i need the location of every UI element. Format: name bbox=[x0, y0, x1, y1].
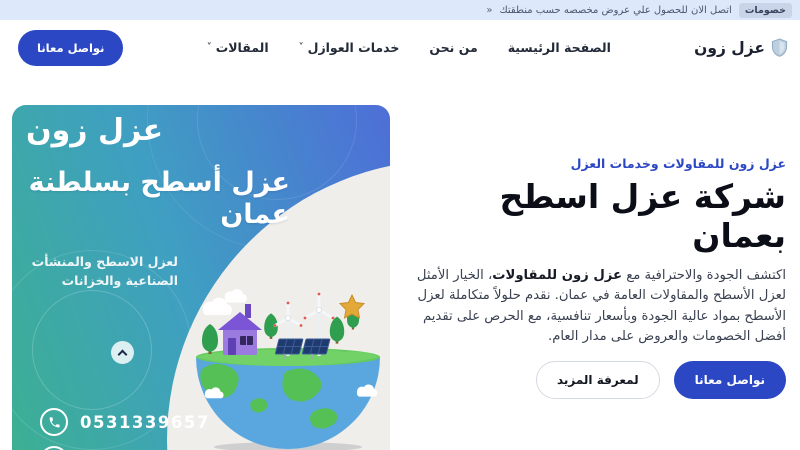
hero-description bbox=[394, 266, 786, 348]
page-title bbox=[394, 178, 786, 256]
hero-cta-row bbox=[394, 361, 786, 399]
hero-section bbox=[394, 156, 786, 399]
nav-item-home[interactable] bbox=[508, 40, 611, 55]
brand-logo[interactable] bbox=[694, 38, 788, 57]
announcement-bar bbox=[0, 0, 800, 20]
phone-number: 0531339657 bbox=[80, 412, 210, 432]
globe bbox=[196, 348, 380, 449]
scroll-up-button[interactable] bbox=[111, 341, 134, 364]
nav-item-about-label: من نحن bbox=[429, 40, 478, 55]
chevron-down-icon: ˅ bbox=[206, 41, 212, 53]
phone-contact[interactable] bbox=[40, 408, 210, 436]
chevron-down-icon: ˅ bbox=[298, 41, 304, 53]
contact-us-hero-button[interactable]: نواصل معانا bbox=[674, 361, 786, 399]
announcement-text: اتصل الان للحصول علي عروض مخصصه حسب منطقتك bbox=[499, 4, 732, 16]
nav-item-services[interactable] bbox=[299, 40, 400, 55]
shield-icon bbox=[771, 38, 788, 57]
hero-description-start: اكتشف الجودة والاحترافية مع bbox=[622, 267, 786, 283]
phone-icon bbox=[40, 408, 68, 436]
card-subtitle: لعزل الاسطح والمنشأت الصناعية والخزانات bbox=[31, 254, 178, 288]
brand-name: عزل زون bbox=[694, 38, 765, 57]
nav-menu bbox=[207, 40, 611, 55]
card-brand-logo: عزل زون bbox=[26, 113, 164, 148]
learn-more-button[interactable]: لمعرفة المزيد bbox=[536, 361, 660, 399]
guillemet-icon: « bbox=[486, 4, 493, 16]
card-title-line2: عمان bbox=[220, 199, 290, 231]
chevron-up-icon bbox=[118, 349, 128, 359]
page-title-line2: بعمان bbox=[692, 215, 786, 255]
hero-kicker: عزل زون للمقاولات وخدمات العزل bbox=[570, 156, 786, 171]
nav-item-services-label: خدمات العوازل bbox=[307, 40, 400, 55]
nav-item-articles[interactable] bbox=[207, 40, 269, 55]
discount-badge: خصومات bbox=[739, 3, 792, 18]
nav-item-about[interactable] bbox=[429, 40, 477, 55]
page-title-line1: شركة عزل اسطح bbox=[499, 177, 786, 216]
secondary-contact-icon[interactable] bbox=[40, 446, 68, 450]
star bbox=[340, 295, 364, 318]
card-title-line1: عزل أسطح بسلطنة bbox=[28, 167, 290, 198]
hero-description-end: ، الخيار الأمثل لعزل الأسطح والمقاولات العامة في عمان. نقدم حلولاً متكاملة لعزل الأسطح بمواد عالية الجودة وبأسعار تنافسية، مع الحرص على تقديم أفضل الخصومات والعروض على مدار العام. bbox=[416, 267, 786, 345]
contact-us-nav-button[interactable]: نواصل معانا bbox=[18, 30, 123, 66]
nav-item-home-label: الصفحة الرئيسية bbox=[507, 40, 611, 55]
hero-description-brand: عزل زون للمقاولات bbox=[492, 267, 623, 283]
card-title bbox=[29, 167, 290, 232]
hero-banner-card bbox=[12, 105, 390, 450]
navbar bbox=[0, 20, 800, 75]
nav-item-articles-label: المقالات bbox=[215, 40, 269, 55]
